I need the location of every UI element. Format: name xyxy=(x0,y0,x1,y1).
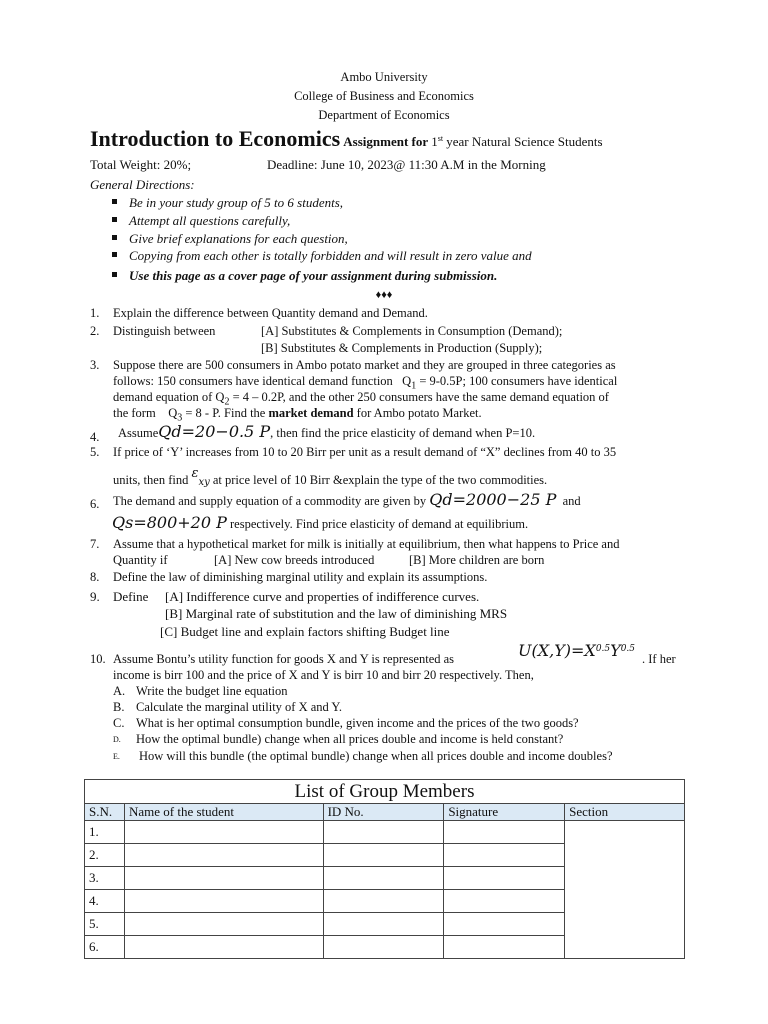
q6-number: 6. xyxy=(90,497,100,511)
q2-number: 2. xyxy=(90,324,100,338)
row-number: 1. xyxy=(85,821,125,844)
column-header-section: Section xyxy=(565,804,685,821)
q3-line: the form $Q_3 = 8 - P$. Find the market demand for Ambo potato Market. xyxy=(113,406,482,424)
signature-cell[interactable] xyxy=(444,867,565,890)
name-cell[interactable] xyxy=(124,821,323,844)
q10-sub-label: E. xyxy=(113,752,120,761)
q10-sub-text: What is her optimal consumption bundle, given income and the prices of the two goods? xyxy=(136,716,579,730)
q9-define: Define xyxy=(113,589,149,604)
year-sup: st xyxy=(437,133,444,143)
q2-text: Distinguish between xyxy=(113,324,216,338)
q5-number: 5. xyxy=(90,445,100,459)
name-cell[interactable] xyxy=(124,936,323,959)
q7-option-a: [A] New cow breeds introduced xyxy=(214,553,375,567)
assignment-suffix: year Natural Science Students xyxy=(446,134,603,149)
id-cell[interactable] xyxy=(323,821,444,844)
q7-line: Quantity if xyxy=(113,553,168,567)
q7-line: Assume that a hypothetical market for milk is initially at equilibrium, then what happens to Price and xyxy=(113,537,620,551)
assignment-prefix: Assignment for xyxy=(343,134,429,149)
q10-sub-text: Calculate the marginal utility of X and Y. xyxy=(136,700,342,714)
id-cell[interactable] xyxy=(323,936,444,959)
bullet-icon xyxy=(112,235,117,240)
direction-item: Be in your study group of 5 to 6 students, xyxy=(112,195,343,211)
q10-sub-text: Write the budget line equation xyxy=(136,684,288,698)
q9-number: 9. xyxy=(90,589,100,604)
name-cell[interactable] xyxy=(124,890,323,913)
id-cell[interactable] xyxy=(323,867,444,890)
q10-sub-label: B. xyxy=(113,700,125,714)
q10-line-end: . If her xyxy=(642,652,676,666)
q6-demand-equation: Qd=2000−25 P xyxy=(429,490,557,509)
direction-item: Copying from each other is totally forbidden and will result in zero value and xyxy=(112,248,532,264)
q3-number: 3. xyxy=(90,358,100,372)
q10-sub-text: How the optimal bundle) change when all prices double and income is held constant? xyxy=(136,732,564,746)
q5-line: If price of ‘Y’ increases from 10 to 20 Birr per unit as a result demand of “X” declines from 40 to 35 xyxy=(113,445,617,459)
direction-item: Give brief explanations for each question, xyxy=(112,231,348,247)
q1-text: Explain the difference between Quantity demand and Demand. xyxy=(113,306,428,320)
page-title xyxy=(90,126,603,152)
q6-line: Qs=800+20 P respectively. Find price elasticity of demand at equilibrium. xyxy=(112,513,529,532)
q2-option-a: [A] Substitutes & Complements in Consumption (Demand); xyxy=(261,324,563,338)
signature-cell[interactable] xyxy=(444,890,565,913)
year-num: 1 xyxy=(431,134,438,149)
column-header-id: ID No. xyxy=(323,804,444,821)
id-cell[interactable] xyxy=(323,913,444,936)
q10-sub-label: D. xyxy=(113,735,121,744)
directions-heading: General Directions: xyxy=(90,177,195,192)
q3-line: Suppose there are 500 consumers in Ambo potato market and they are grouped in three categories as xyxy=(113,358,616,372)
name-cell[interactable] xyxy=(124,913,323,936)
id-cell[interactable] xyxy=(323,844,444,867)
signature-cell[interactable] xyxy=(444,913,565,936)
q9-option-a: [A] Indifference curve and properties of indifference curves. xyxy=(165,589,480,604)
q7-number: 7. xyxy=(90,537,100,551)
total-weight: Total Weight: 20%; xyxy=(90,157,192,172)
q10-line: Assume Bontu’s utility function for goods X and Y is represented as xyxy=(113,652,455,666)
q4-equation: Qd=20−0.5 P xyxy=(158,422,271,441)
q10-sub-label: A. xyxy=(113,684,126,698)
course-title: Introduction to Economics xyxy=(90,126,341,151)
q8-text: Define the law of diminishing marginal utility and explain its assumptions. xyxy=(113,570,488,584)
q8-number: 8. xyxy=(90,570,100,584)
signature-cell[interactable] xyxy=(444,821,565,844)
column-header-sn: S.N. xyxy=(85,804,125,821)
university-name: Ambo University xyxy=(340,70,428,84)
q10-number: 10. xyxy=(90,652,106,666)
q9-option-b: [B] Marginal rate of substitution and the law of diminishing MRS xyxy=(165,606,508,621)
q10-line: income is birr 100 and the price of X and Y is birr 10 and birr 20 respectively. Then, xyxy=(113,668,534,682)
q1-number: 1. xyxy=(90,306,100,320)
signature-cell[interactable] xyxy=(444,936,565,959)
direction-item: Use this page as a cover page of your assignment during submission. xyxy=(112,268,497,284)
bullet-icon xyxy=(112,272,117,277)
q6-line: The demand and supply equation of a commodity are given by Qd=2000−25 P and xyxy=(113,490,581,509)
q3-line: follows: 150 consumers have identical demand function $Q_1 = 9-0.5P$; 100 consumers have identical xyxy=(113,374,618,392)
section-cell[interactable] xyxy=(565,821,685,959)
row-number: 2. xyxy=(85,844,125,867)
deadline: Deadline: June 10, 2023@ 11:30 A.M in the Morning xyxy=(267,157,546,172)
column-header-name: Name of the student xyxy=(124,804,323,821)
bullet-icon xyxy=(112,217,117,222)
name-cell[interactable] xyxy=(124,844,323,867)
department-name: Department of Economics xyxy=(318,108,450,122)
row-number: 6. xyxy=(85,936,125,959)
direction-item: Attempt all questions carefully, xyxy=(112,213,290,229)
table-row xyxy=(85,821,685,844)
q4-text: AssumeQd=20−0.5 P, then find the price elasticity of demand when P=10. xyxy=(118,422,536,441)
q10-sub-label: C. xyxy=(113,716,125,730)
row-number: 3. xyxy=(85,867,125,890)
members-table-header xyxy=(85,804,685,821)
q2-option-b: [B] Substitutes & Complements in Production (Supply); xyxy=(261,341,543,355)
bullet-icon xyxy=(112,252,117,257)
q6-supply-equation: Qs=800+20 P xyxy=(112,513,227,532)
id-cell[interactable] xyxy=(323,890,444,913)
column-header-signature: Signature xyxy=(444,804,565,821)
q9-option-c: [C] Budget line and explain factors shifting Budget line xyxy=(160,624,450,639)
q3-line: demand equation of $Q_2 = 4 - 0.2P$, and the other 250 consumers have the same demand equation of xyxy=(113,390,609,408)
row-number: 5. xyxy=(85,913,125,936)
q10-sub-text: How will this bundle (the optimal bundle) change when all prices double and income doubles? xyxy=(139,749,613,763)
college-name: College of Business and Economics xyxy=(294,89,474,103)
members-table-caption: List of Group Members xyxy=(84,779,685,804)
bullet-icon xyxy=(112,199,117,204)
members-table xyxy=(84,803,685,959)
diamond-divider: ♦♦♦ xyxy=(375,289,393,301)
q4-number: 4. xyxy=(90,430,100,444)
row-number: 4. xyxy=(85,890,125,913)
signature-cell[interactable] xyxy=(444,844,565,867)
name-cell[interactable] xyxy=(124,867,323,890)
q5-line: units, then find $\varepsilon_{xy}$ at price level of 10 Birr &explain the type of the two commodities. xyxy=(113,466,548,488)
q10-utility-equation: $U(X,Y)=X^{0.5}Y^{0.5}$ xyxy=(518,641,636,660)
q7-option-b: [B] More children are born xyxy=(409,553,545,567)
